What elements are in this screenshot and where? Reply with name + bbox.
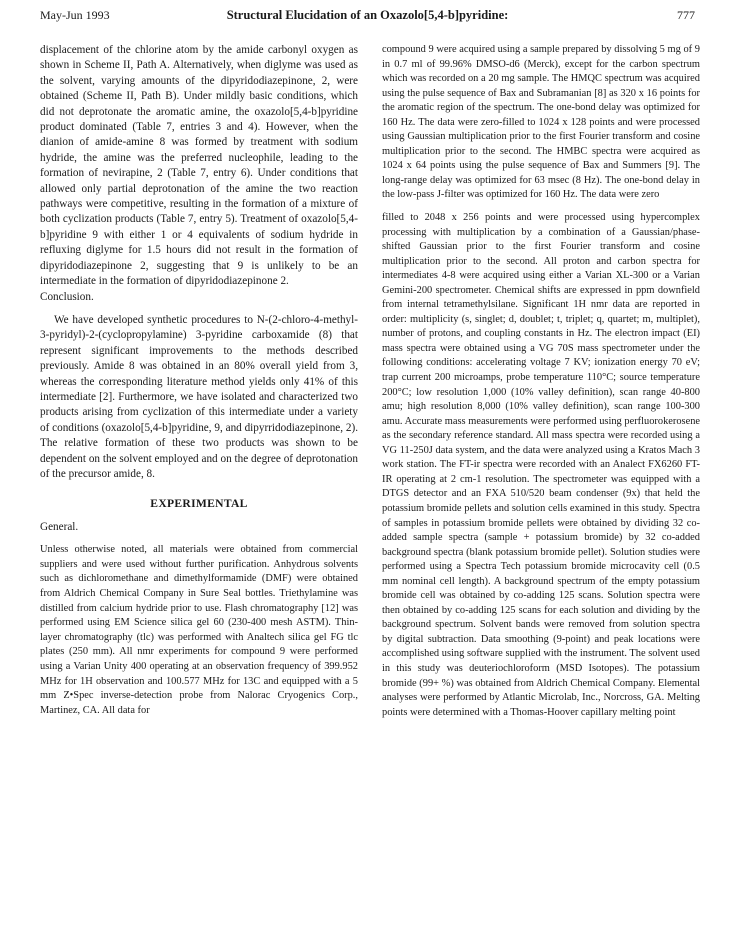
page-number: 777 xyxy=(677,8,695,22)
paragraph-conclusion: We have developed synthetic procedures to N-(2-chloro-4-methyl-3-pyridyl)-2-(cyclopropylamine) 3-pyridine carboxamide (8) that represent significant improvements to the methods described previously. Amide 8 was obtained in an 80% overall yield from 3, whereas the corresponding literature method yields only 41% of this intermediate [2]. Furthermore, we have isolated and characterized two products arising from cyclization of this intermediate under a variety of conditions (oxazolo[5,4-b]pyridine, 9, and dipyrridodiazepinone, 2). The relative formation of these two products was shown to be dependent on the solvent employed and on the degree of deprotonation of the precursor amide, 8. xyxy=(40,313,358,480)
running-title: Structural Elucidation of an Oxazolo[5,4-b]pyridine: xyxy=(226,8,509,22)
paragraph-spectroscopy-methods: filled to 2048 x 256 points and were processed using hypercomplex processing with multiplication by a combination of a Gaussian/phase-shifted Gaussian prior to the first Fourier transform and cosine multiplication prior to the second. All proton and carbon spectra for intermediates 4-8 were acquired using either a Varian XL-300 or a Varian Gemini-200 spectrometer. Chemical shifts are expressed in ppm downfield from internal tetramethylsilane. Significant 1H nmr data are reported in order: multiplicity (s, singlet; d, doublet; t, triplet; q, quartet; m, multiplet), number of protons, and coupling constants in Hz. The electron impact (EI) mass spectra were obtained using a VG 70S mass spectrometer under the following conditions: accelerating voltage 7 KV; ionization energy 70 eV; trap current 200 microamps, probe temperature 110°C; source temperature 200°C; low resolution 1,000 (10% valley definition), scan range 40-800 amu; high resolution 8,000 (10% valley definition), scan range 100-300 amu. Accurate mass measurements were performed using perfluorokerosene as the secondary reference standard. All mass spectra were recorded using a VG 11-250J data system, and the data were analyzed using a Kratos Mach 3 work station. The FT-ir spectra were recorded with an Analect FX6260 FT-IR operating at 2 cm-1 resolution. The spectrometer was equipped with a DTGS detector and an FXA 510/520 beam condenser (9x) that held the potassium bromide pellets and solution cells examined in this study. Spectra of samples in potassium bromide pellets were obtained by dividing 32 co-added sample spectra (sample + potassium bromide) by 32 co-added background spectra (blank potassium bromide pellet). Solution studies were performed using a Spectra Tech potassium bromide microcavity cell (0.5 mm nominal cell length). A background spectrum of the empty potassium bromide cell was obtained by co-adding 125 scans. Solution spectra were then obtained by co-adding 125 scans for each solution and dividing by the background spectrum. Solvent bands were removed from solution spectra by digital subtraction. Data smoothing (9-point) and peak locations were accomplished using software supplied with the instrument. The solvent used in this study was deuteriochloroform (MSD Isotopes). The potassium bromide (99+ %) was obtained from Aldrich Chemical Company. Elemental analyses were performed by Atlantic Microlab, Inc., Norcross, GA. Melting points were determined with a Thomas-Hoover capillary melting point xyxy=(382,212,700,718)
paragraph-nmr-acquisition: compound 9 were acquired using a sample prepared by dissolving 5 mg of 9 in 0.7 ml of 99.96% DMSO-d6 (Merck), except for the carbon spectrum which was recorded on a 20 mg sample. The HMQC spectrum was acquired using the pulse sequence of Bax and Subramanian [8] as 320 x 16 points for the aromatic region of the spectrum. The one-bond delay was optimized for 160 Hz. The data were zero-filled to 1024 x 128 points and were processed using Gaussian multiplication prior to the first Fourier transform and cosine multiplication prior to the second. The HMBC spectra were acquired as 1024 x 64 points using the pulse sequence of Bax and Summers [9]. The long-range delay was optimized for 63 msec (8 Hz). The one-bond delay in the low-pass J-filter was optimized for 160 Hz. The data were zero xyxy=(382,44,700,201)
left-column xyxy=(40,43,358,718)
experimental-heading: EXPERIMENTAL xyxy=(150,497,248,511)
conclusion-heading: Conclusion. xyxy=(40,290,94,303)
page-header xyxy=(40,8,695,28)
paragraph-general-methods: Unless otherwise noted, all materials were obtained from commercial suppliers and were used without further purification. Anhydrous solvents such as dichloromethane and dimethylformamide (DMF) were obtained from Aldrich Chemical Company in Sure Seal bottles. Triethylamine was distilled from calcium hydride prior to use. Flash chromatography [12] was performed using EM Science silica gel 60 (230-400 mesh ASTM). Thin-layer chromatography (tlc) was performed with Analtech silica gel FG tlc plates (250 mm). All nmr experiments for compound 9 were performed using a Varian Unity 400 operating at an observation frequency of 399.952 MHz for 1H observation and 100.577 MHz for 13C and equipped with a 5 mm Z•Spec inverse-detection probe from Nalorac Cryogenics Corp., Martinez, CA. All data for xyxy=(40,544,358,716)
paragraph-cyclization-discussion: displacement of the chlorine atom by the amide carbonyl oxygen as shown in Scheme II, Path A. Alternatively, when diglyme was used as the solvent, varying amounts of the dipyridodiazepinone, 2, were obtained (Scheme II, Path B). Under mildly basic conditions, which did not deprotonate the aromatic amine, the oxazolo[5,4-b]pyridine product dominated (Table 7, entries 3 and 4). However, when the dianion of amide-amine 8 was formed by treatment with sodium hydride, the amine was the preferred nucleophile, leading to the formation of nevirapine, 2 (Table 7, entry 6). Under conditions that allowed only partial deprotonation of the amine the two reaction pathways were competitive, resulting in the formation of a mixture of both cyclization products (Table 7, entry 5). Treatment of oxazolo[5,4-b]pyridine 9 with either 1 or 4 equivalents of sodium hydride in refluxing diglyme for 1.5 hours did not result in the formation of dipyridodiazepinone 2, suggesting that 9 is unlikely to be an intermediate in the formation of dipyridodiazepinone 2. xyxy=(40,44,358,288)
right-column xyxy=(382,43,700,720)
general-heading: General. xyxy=(40,520,79,533)
journal-date: May-Jun 1993 xyxy=(40,8,110,22)
